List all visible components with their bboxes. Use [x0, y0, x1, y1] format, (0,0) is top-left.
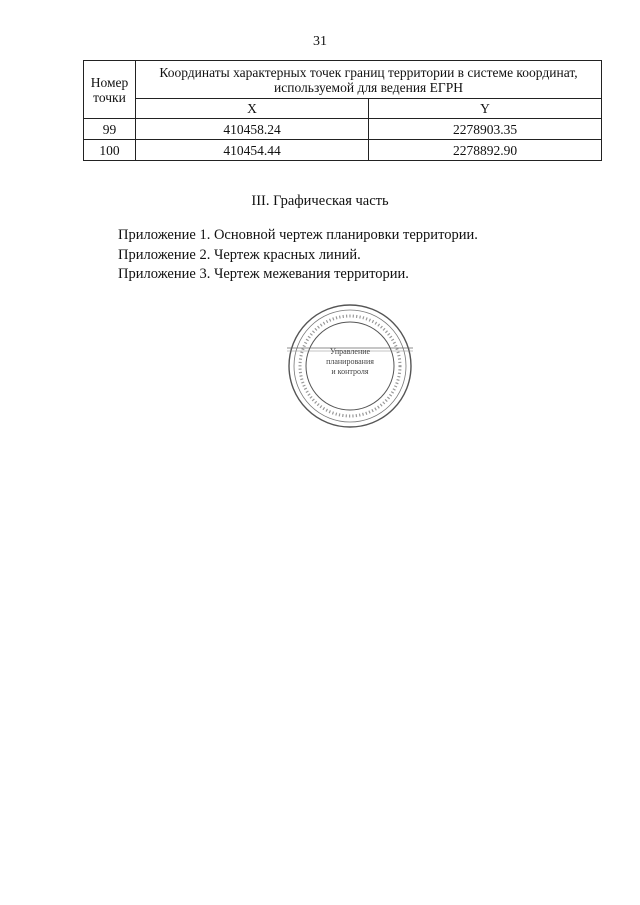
point-number-cell: 99	[84, 119, 136, 140]
appendix-item: Приложение 2. Чертеж красных линий.	[118, 246, 361, 263]
y-column-header: Y	[369, 99, 602, 119]
appendix-item: Приложение 3. Чертеж межевания территории.	[118, 266, 409, 282]
x-coordinate-cell: 410458.24	[136, 119, 369, 140]
stamp-line: Управление	[329, 347, 371, 356]
y-coordinate-cell: 2278892.90	[369, 140, 602, 161]
table-header-row	[84, 61, 602, 99]
point-number-header: Номер точки	[84, 61, 136, 119]
x-coordinate-cell: 410454.44	[136, 140, 369, 161]
y-coordinate-cell: 2278903.35	[369, 119, 602, 140]
x-column-header: X	[136, 99, 369, 119]
axis-header-row	[84, 99, 602, 119]
appendix-item: Приложение 1. Основной чертеж планировки территории.	[118, 227, 478, 243]
official-stamp	[285, 301, 415, 431]
appendix-list	[118, 226, 478, 285]
coordinates-title-header: Координаты характерных точек границ территории в системе координат, используемой для ведения ЕГРН	[136, 61, 602, 99]
stamp-center-text	[303, 347, 397, 377]
table-row	[84, 119, 602, 140]
page-number: 31	[313, 34, 327, 49]
section-heading: III. Графическая часть	[251, 193, 389, 209]
coordinates-table	[83, 60, 602, 161]
table-row	[84, 140, 602, 161]
stamp-line: и контроля	[331, 367, 369, 376]
stamp-line: планирования	[326, 357, 374, 366]
point-number-cell: 100	[84, 140, 136, 161]
